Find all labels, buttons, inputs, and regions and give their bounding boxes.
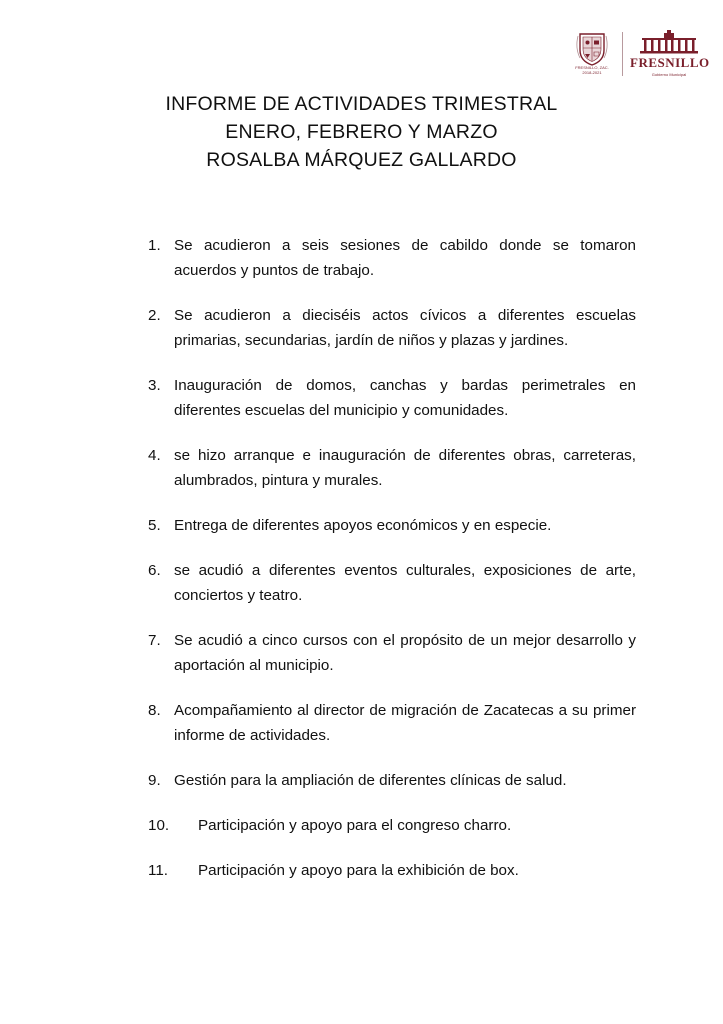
item-text: Se acudió a cinco cursos con el propósito de un mejor desarrollo y aportación al municipio.: [174, 632, 636, 674]
seal-caption: [572, 66, 612, 75]
list-item: [148, 373, 636, 423]
item-text: se hizo arranque e inauguración de diferentes obras, carreteras, alumbrados, pintura y murales.: [174, 447, 636, 489]
city-building-icon: [638, 30, 700, 54]
item-number: 9.: [148, 772, 161, 789]
item-number: 5.: [148, 517, 161, 534]
item-number: 2.: [148, 307, 161, 324]
item-number: 8.: [148, 702, 161, 719]
list-item: [148, 558, 636, 608]
item-text: Inauguración de domos, canchas y bardas perimetrales en diferentes escuelas del municipio y comunidades.: [174, 377, 636, 419]
list-item: [148, 303, 636, 353]
item-text: Participación y apoyo para el congreso charro.: [198, 817, 512, 834]
municipal-seal-logo: [572, 30, 612, 76]
title-line-period: ENERO, FEBRERO Y MARZO: [225, 121, 498, 143]
item-text: Se acudieron a dieciséis actos cívicos a diferentes escuelas primarias, secundarias, jardín de niños y plazas y jardines.: [174, 307, 636, 349]
item-number: 4.: [148, 447, 161, 464]
list-item: [148, 628, 636, 678]
title-line-report: INFORME DE ACTIVIDADES TRIMESTRAL: [165, 93, 558, 115]
item-text: Acompañamiento al director de migración de Zacatecas a su primer informe de actividades.: [174, 702, 636, 744]
item-number: 10.: [148, 817, 170, 834]
city-logo-name: FRESNILLO: [630, 55, 710, 70]
report-title: [0, 90, 723, 174]
fresnillo-logo: [630, 30, 710, 78]
item-number: 3.: [148, 377, 161, 394]
item-text: Gestión para la ampliación de diferentes clínicas de salud.: [174, 772, 567, 789]
activity-list: [148, 233, 636, 903]
list-item: [148, 513, 636, 538]
item-text: Se acudieron a seis sesiones de cabildo donde se tomaron acuerdos y puntos de trabajo.: [174, 237, 636, 279]
item-text: se acudió a diferentes eventos culturales, exposiciones de arte, conciertos y teatro.: [174, 562, 636, 604]
list-item: [148, 858, 636, 883]
logo-divider: [622, 32, 623, 76]
item-number: 11.: [148, 862, 168, 879]
item-number: 6.: [148, 562, 161, 579]
list-item: [148, 233, 636, 283]
item-text: Participación y apoyo para la exhibición de box.: [198, 862, 519, 879]
list-item: [148, 698, 636, 748]
list-item: [148, 443, 636, 493]
item-number: 7.: [148, 632, 161, 649]
city-logo-tagline: Gobierno Municipal: [651, 72, 687, 77]
item-number: 1.: [148, 237, 161, 254]
list-item: [148, 813, 636, 838]
title-line-author: ROSALBA MÁRQUEZ GALLARDO: [206, 149, 517, 171]
item-text: Entrega de diferentes apoyos económicos y en especie.: [174, 517, 552, 534]
header-logos: [572, 30, 712, 80]
seal-caption-line: 2018-2021: [582, 69, 602, 75]
list-item: [148, 768, 636, 793]
seal-caption-line: FRESNILLO, ZAC.: [575, 65, 609, 70]
